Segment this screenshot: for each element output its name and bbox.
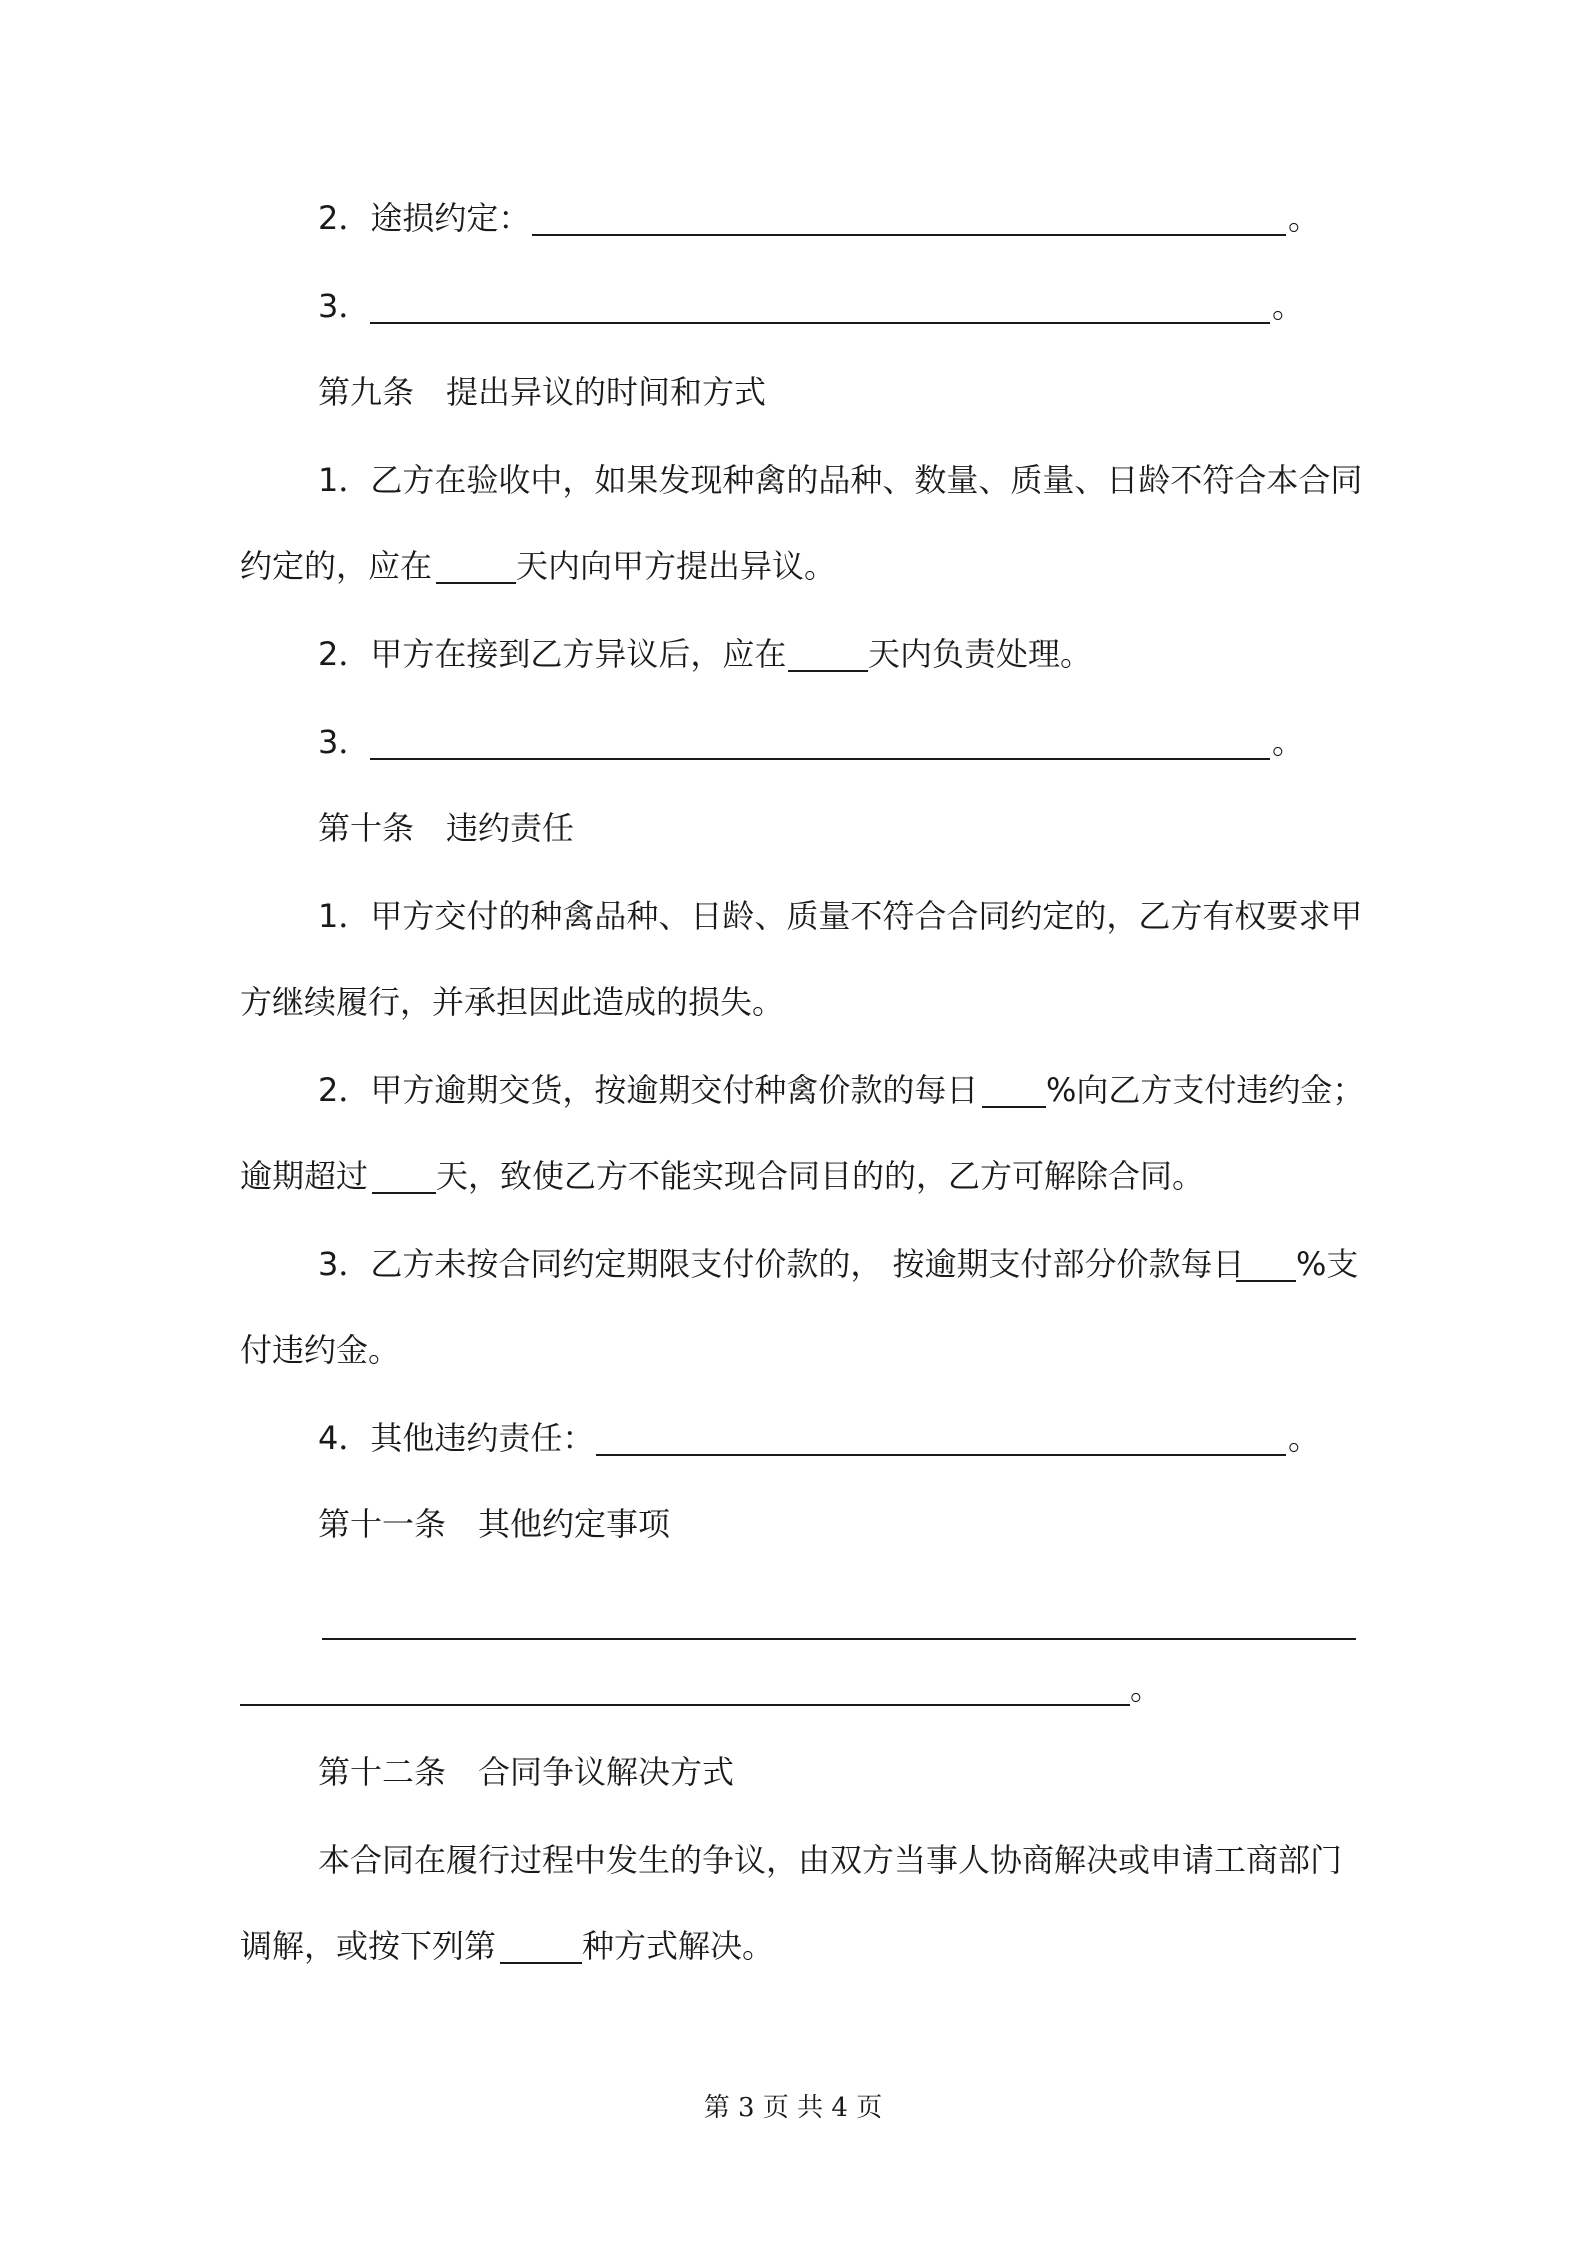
clause-text: 付违约金。	[240, 1331, 401, 1369]
clause-text: 3．	[318, 723, 371, 761]
clause-text: 种方式解决。	[582, 1927, 775, 1965]
clause-10-2-cont	[0, 1146, 1586, 1206]
clause-11-end	[0, 1658, 1586, 1718]
clause-text: 。	[1288, 199, 1321, 237]
fill-blank[interactable]	[436, 536, 516, 584]
clause-text: 调解，或按下列第	[240, 1927, 497, 1965]
clause-text: %向乙方支付违约金；	[1046, 1071, 1365, 1109]
fill-blank-line[interactable]	[322, 1638, 1356, 1640]
fill-blank[interactable]	[370, 276, 1270, 324]
clause-12-body	[0, 1830, 1586, 1890]
clause-8-3	[0, 276, 1586, 336]
article-number: 第十一条	[318, 1505, 447, 1543]
clause-8-2	[0, 188, 1586, 248]
clause-10-2	[0, 1060, 1586, 1120]
clause-text: 1．甲方交付的种禽品种、日龄、质量不符合合同约定的，乙方有权要求甲	[318, 897, 1363, 935]
clause-text: 天内负责处理。	[868, 635, 1093, 673]
clause-text: 。	[1288, 1419, 1321, 1457]
fill-blank[interactable]	[532, 188, 1286, 236]
clause-text: 4．其他违约责任：	[318, 1419, 595, 1457]
clause-10-3	[0, 1234, 1586, 1294]
fill-blank[interactable]	[372, 1146, 436, 1194]
clause-9-3	[0, 712, 1586, 772]
page-number-footer: 第 3 页 共 4 页	[703, 2093, 883, 2123]
clause-10-1	[0, 886, 1586, 946]
article-number: 第十条	[318, 809, 415, 847]
fill-blank[interactable]	[500, 1916, 582, 1964]
clause-10-4	[0, 1408, 1586, 1468]
fill-blank[interactable]	[788, 624, 868, 672]
clause-text: 逾期超过	[240, 1157, 369, 1195]
clause-9-1-cont	[0, 536, 1586, 596]
fill-blank[interactable]	[982, 1060, 1046, 1108]
clause-text: 天，致使乙方不能实现合同目的的，乙方可解除合同。	[436, 1157, 1205, 1195]
article-title: 合同争议解决方式	[478, 1753, 735, 1791]
article-title: 其他约定事项	[478, 1505, 671, 1543]
clause-text: 3．乙方未按合同约定期限支付价款的， 按逾期支付部分价款每日	[318, 1245, 1245, 1283]
clause-9-1	[0, 450, 1586, 510]
clause-text: 本合同在履行过程中发生的争议，由双方当事人协商解决或申请工商部门	[318, 1841, 1343, 1879]
article-11-heading	[0, 1494, 1586, 1554]
article-9-heading	[0, 362, 1586, 422]
article-12-heading	[0, 1742, 1586, 1802]
clause-text: 方继续履行，并承担因此造成的损失。	[240, 983, 785, 1021]
clause-text: 2．途损约定：	[318, 199, 531, 237]
clause-text: 约定的，应在	[240, 547, 433, 585]
clause-text: 天内向甲方提出异议。	[516, 547, 837, 585]
clause-10-1-cont	[0, 972, 1586, 1032]
article-number: 第十二条	[318, 1753, 447, 1791]
fill-blank[interactable]	[596, 1408, 1286, 1456]
clause-text: 。	[1272, 723, 1305, 761]
clause-text: 。	[1272, 287, 1305, 325]
clause-text: 。	[1130, 1669, 1163, 1707]
article-title: 提出异议的时间和方式	[446, 373, 767, 411]
clause-text: 2．甲方在接到乙方异议后，应在	[318, 635, 787, 673]
article-10-heading	[0, 798, 1586, 858]
clause-text: 1．乙方在验收中，如果发现种禽的品种、数量、质量、日龄不符合本合同	[318, 461, 1363, 499]
clause-text: 2．甲方逾期交货，按逾期交付种禽价款的每日	[318, 1071, 979, 1109]
fill-blank[interactable]	[1236, 1234, 1296, 1282]
article-title: 违约责任	[446, 809, 575, 847]
clause-text: 3．	[318, 287, 371, 325]
clause-10-3-cont	[0, 1320, 1586, 1380]
clause-9-2	[0, 624, 1586, 684]
fill-blank[interactable]	[370, 712, 1270, 760]
clause-text: %支	[1296, 1245, 1359, 1283]
clause-12-body-cont	[0, 1916, 1586, 1976]
article-number: 第九条	[318, 373, 415, 411]
